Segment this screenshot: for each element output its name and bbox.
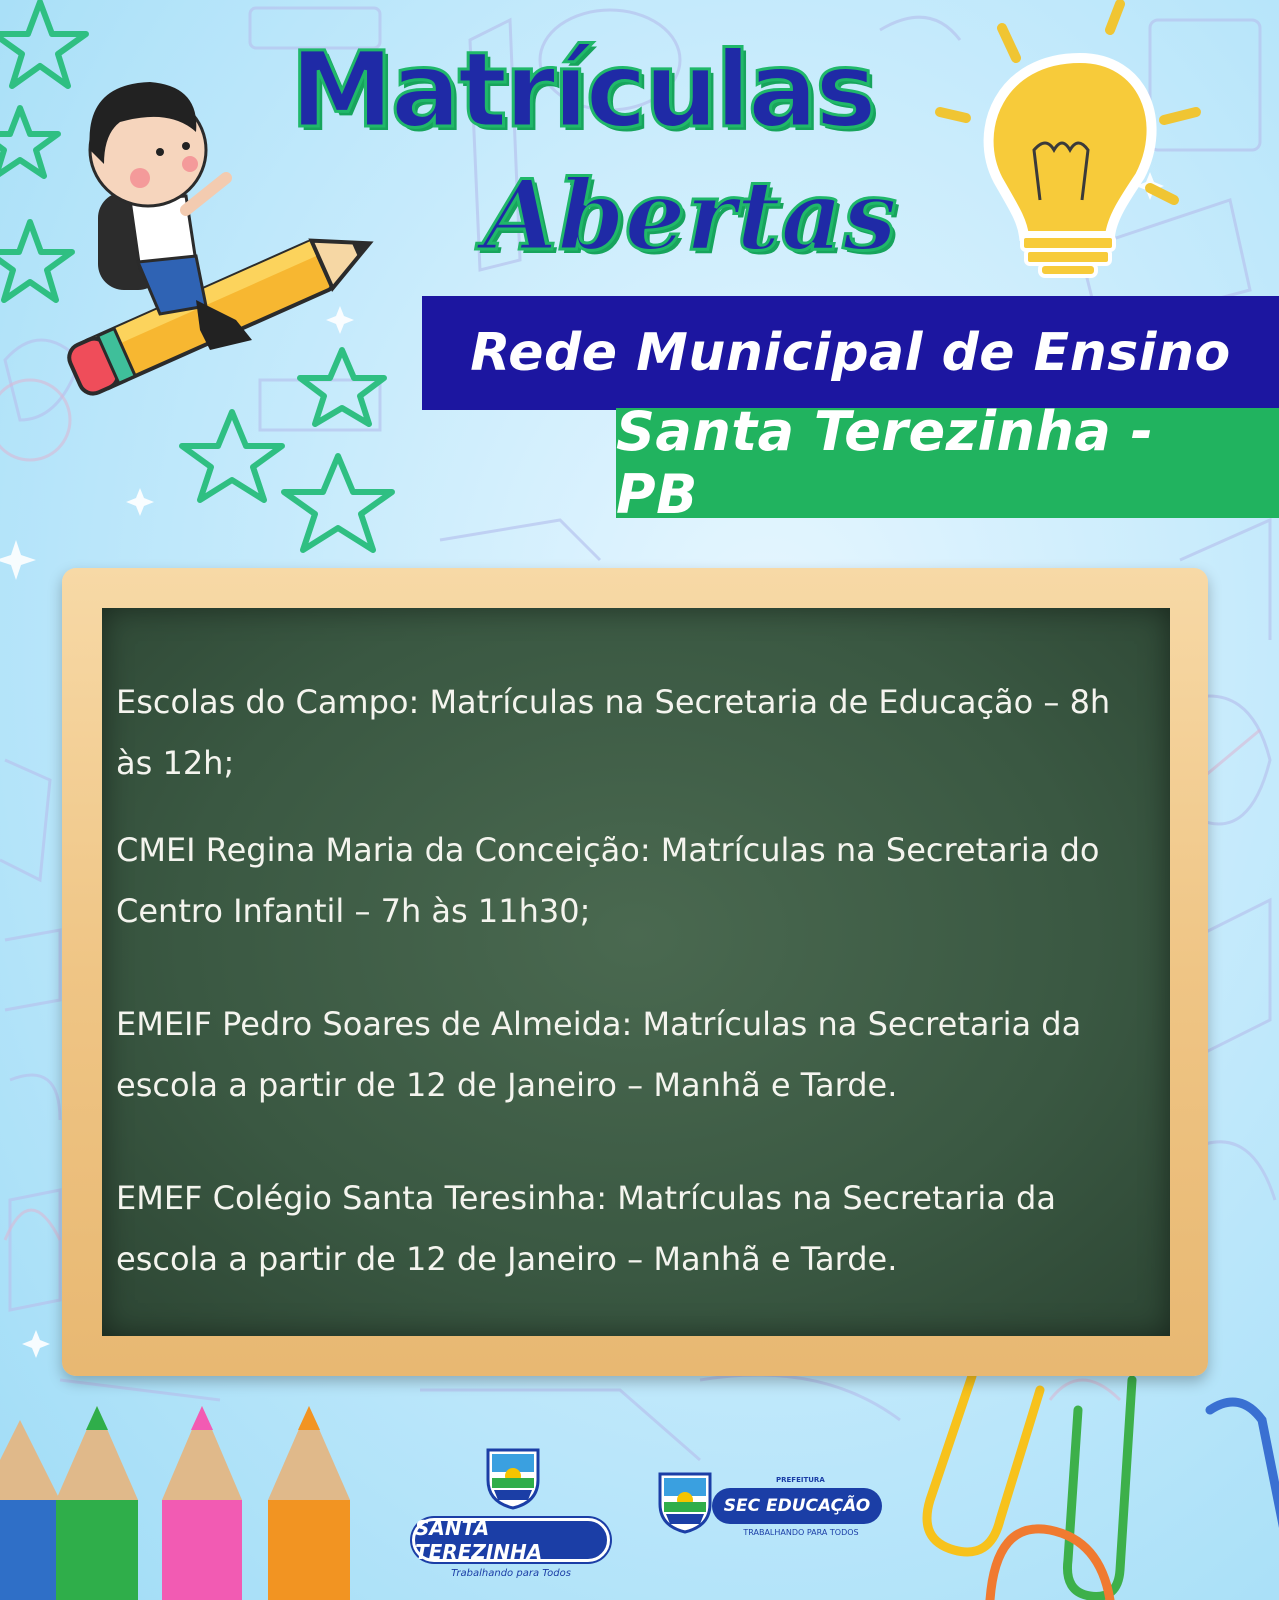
enrollment-item-campo: Escolas do Campo: Matrículas na Secretaria de Educação – 8h às 12h; xyxy=(116,683,1111,782)
enrollment-item-cmei: CMEI Regina Maria da Conceição: Matrículas na Secretaria do Centro Infantil – 7h às 11h30; xyxy=(116,831,1100,930)
lightbulb-icon xyxy=(940,4,1196,276)
prefeitura-name: SANTA TEREZINHA xyxy=(415,1516,543,1564)
star-icon xyxy=(182,412,282,500)
sec-slogan: TRABALHANDO PARA TODOS xyxy=(743,1528,859,1537)
sec-name: SEC EDUCAÇÃO xyxy=(723,1496,871,1516)
prefeitura-name-pill xyxy=(412,1518,610,1562)
prefeitura-logo xyxy=(412,1444,610,1594)
network-label: Rede Municipal de Ensino xyxy=(470,323,1231,383)
star-icon xyxy=(0,222,72,300)
location-banner xyxy=(616,400,1279,526)
network-banner xyxy=(422,296,1279,410)
prefeitura-slogan: Trabalhando para Todos xyxy=(451,1568,571,1579)
enrollment-item-emeif: EMEIF Pedro Soares de Almeida: Matrículas na Secretaria da escola a partir de 12 de Janeiro – Manhã e Tarde. xyxy=(116,1005,1082,1104)
municipal-crest-icon xyxy=(656,1468,714,1534)
paperclip-icon xyxy=(990,1529,1110,1600)
municipal-crest-icon xyxy=(484,1444,542,1510)
star-icon xyxy=(0,108,58,176)
enrollment-list xyxy=(116,672,1156,1316)
colored-pencils-illustration xyxy=(0,1406,350,1600)
sec-name-pill xyxy=(712,1488,882,1524)
star-icon xyxy=(284,456,392,550)
chalkboard-frame xyxy=(62,568,1208,1376)
star-icon xyxy=(300,350,384,424)
sec-prefix: PREFEITURA xyxy=(776,1476,825,1484)
title-abertas: Abertas xyxy=(483,159,897,272)
enrollment-item-emef: EMEF Colégio Santa Teresinha: Matrículas na Secretaria da escola a partir de 12 de Janeiro – Manhã e Tarde. xyxy=(116,1179,1056,1278)
paperclip-icon xyxy=(1210,1402,1279,1560)
paperclip-icon xyxy=(927,1376,1040,1552)
star-icon xyxy=(0,2,86,86)
location-label: Santa Terezinha - PB xyxy=(616,400,1154,526)
title-matriculas: Matrículas xyxy=(290,29,874,151)
chalkboard xyxy=(102,608,1170,1336)
sec-educacao-logo xyxy=(656,1464,882,1574)
